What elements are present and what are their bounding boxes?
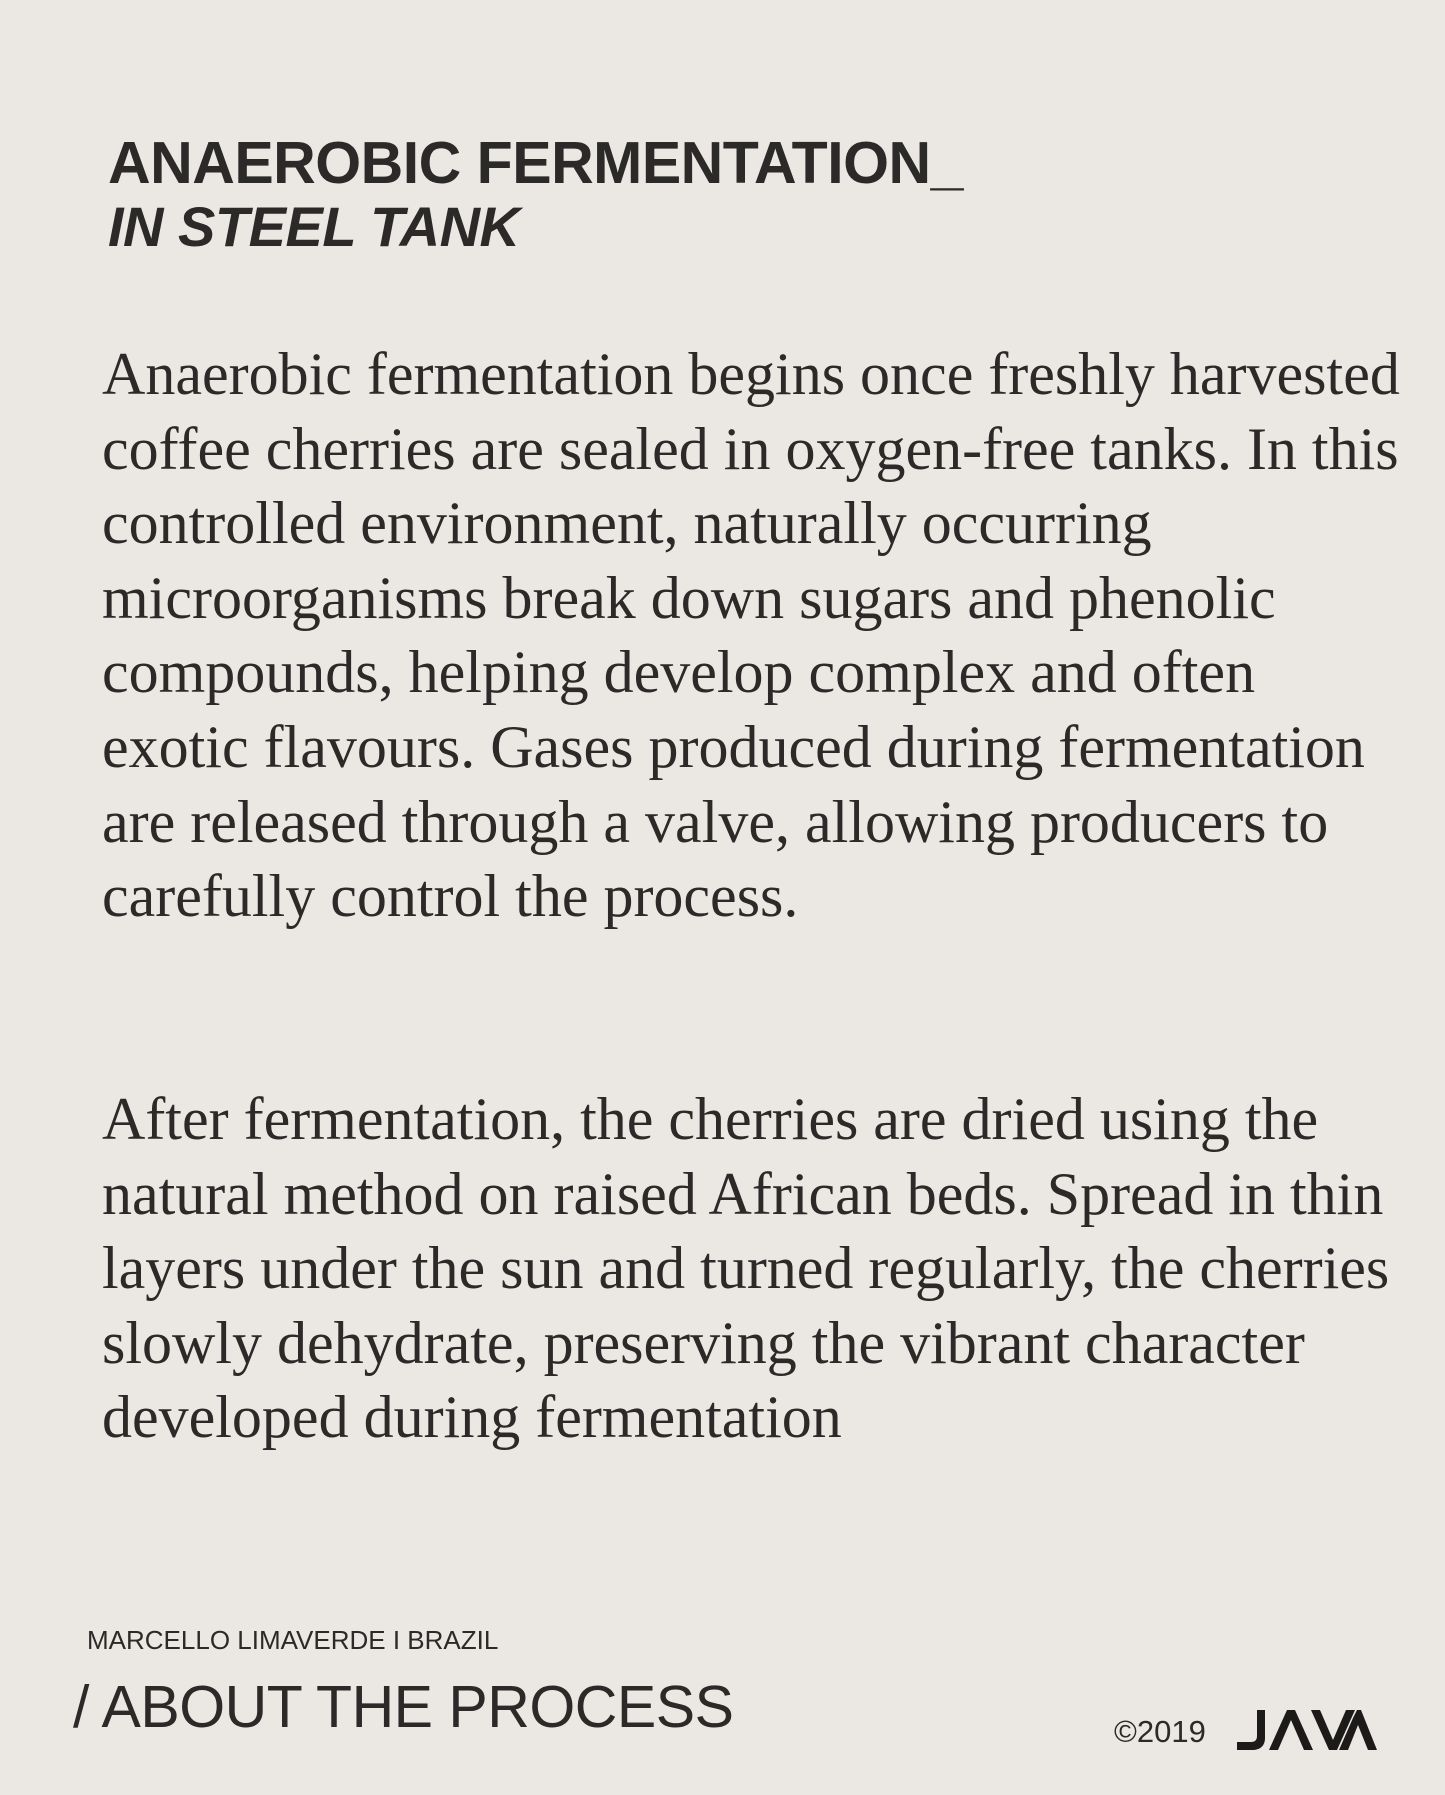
java-logo [1235, 1708, 1377, 1752]
copyright-text: ©2019 [1114, 1714, 1206, 1749]
page-title: ANAEROBIC FERMENTATION_ [108, 130, 963, 196]
page-subtitle: IN STEEL TANK [108, 195, 520, 258]
producer-credit: MARCELLO LIMAVERDE I BRAZIL [87, 1625, 499, 1655]
body-paragraph-fermentation: Anaerobic fermentation begins once freshly harvested coffee cherries are sealed in oxygen-free tanks. In this controlled environment, naturally occurring microorganisms break down sugars and phenolic compounds, helping develop complex and often exotic flavours. Gases produced during fermentation are released through a valve, allowing producers to carefully control the process. [102, 341, 1400, 930]
heading-block [108, 130, 963, 258]
body-paragraph-drying: After fermentation, the cherries are dried using the natural method on raised African beds. Spread in thin layers under the sun and turned regularly, the cherries slowly dehydrate, preserving the vibrant character developed during fermentation [102, 1086, 1390, 1451]
section-label: / ABOUT THE PROCESS [73, 1674, 734, 1740]
